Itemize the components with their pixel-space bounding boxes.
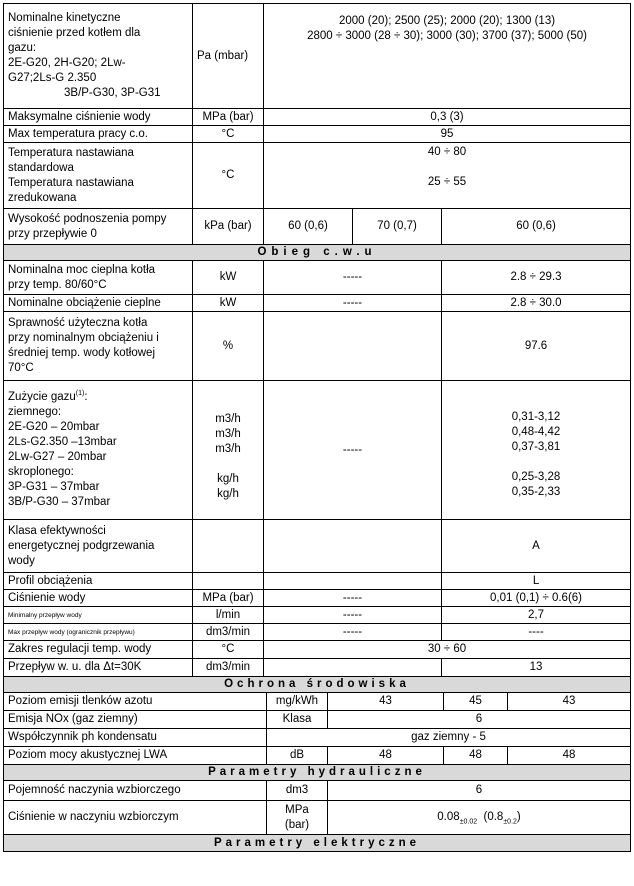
label-energy-class: Klasa efektywności energetycznej podgrzewania wody: [4, 520, 193, 573]
value-max-temp: 95: [264, 126, 631, 143]
label-load-profile: Profil obciążenia: [4, 573, 193, 590]
unit-temp-set: °C: [193, 143, 264, 209]
label-nominal-load: Nominalne obciążenie cieplne: [4, 295, 193, 312]
row-vessel-pressure: [4, 801, 631, 835]
row-max-water-pressure: [4, 109, 631, 126]
section-header-electric: [4, 835, 631, 852]
mid-max-flow: -----: [264, 624, 442, 641]
unit-gas-pressure: Pa (mbar): [193, 4, 264, 109]
unit-temp-range: °C: [193, 641, 264, 659]
row-min-flow: [4, 607, 631, 624]
row-energy-class: [4, 520, 631, 573]
label-nox-emission: Poziom emisji tlenków azotu: [4, 693, 267, 711]
unit-min-flow: l/min: [193, 607, 264, 624]
mid-water-pressure: -----: [264, 590, 442, 607]
unit-max-water-pressure: MPa (bar): [193, 109, 264, 126]
section-header-hydraulic: [4, 765, 631, 781]
value-ph: gaz ziemny - 5: [267, 729, 631, 747]
label-max-temp: Max temperatura pracy c.o.: [4, 126, 193, 143]
label-gas-consumption: Zużycie gazu$^{(1)}$: ziemnego: 2E-G20 – 20mbar 2Ls-G2.350 –13mbar 2Lw-G27 – 20mbar skroplonego: 3P-G31 – 37mbar 3B/P-G30 – 37mbar: [4, 381, 193, 520]
unit-nominal-load: kW: [193, 295, 264, 312]
label-efficiency: Sprawność użyteczna kotła przy nominalnym obciążeniu i średniej temp. wody kotłowej 70°C: [4, 312, 193, 381]
label-noise: Poziom mocy akustycznej LWA: [4, 747, 267, 765]
section-title-cwu: Obieg c.w.u: [4, 245, 631, 261]
value-vessel-pressure: $0.08_{\pm 0.02}$ $(0.8_{\pm 0.2})$: [328, 801, 631, 835]
unit-noise: dB: [267, 747, 328, 765]
value-max-water-pressure: 0,3 (3): [264, 109, 631, 126]
mid-nominal-load: -----: [264, 295, 442, 312]
value-max-flow: ----: [442, 624, 631, 641]
value-temp-range: 30 ÷ 60: [264, 641, 631, 659]
label-flow-dt: Przepływ w. u. dla Δt=30K: [4, 659, 193, 677]
row-efficiency: [4, 312, 631, 381]
value-pump-head-2: 70 (0,7): [353, 209, 442, 245]
spec-table-secondary: [3, 676, 631, 852]
units-gas-consumption: m3/h m3/h m3/h kg/h kg/h: [193, 381, 264, 520]
row-gas-pressure: [4, 4, 631, 109]
label-vessel-pressure: Ciśnienie w naczyniu wzbiorczym: [4, 801, 267, 835]
row-pump-head: [4, 209, 631, 245]
row-water-pressure: [4, 590, 631, 607]
label-ph: Współczynnik ph kondensatu: [4, 729, 267, 747]
unit-energy-class: [193, 520, 264, 573]
value-load-profile: L: [442, 573, 631, 590]
unit-efficiency: %: [193, 312, 264, 381]
section-title-electric: Parametry elektryczne: [4, 835, 631, 852]
unit-max-flow: dm3/min: [193, 624, 264, 641]
unit-pump-head: kPa (bar): [193, 209, 264, 245]
unit-flow-dt: dm3/min: [193, 659, 264, 677]
mid-gas-consumption: -----: [264, 381, 442, 520]
mid-min-flow: -----: [264, 607, 442, 624]
row-vessel-capacity: [4, 781, 631, 801]
mid-nominal-power: -----: [264, 261, 442, 295]
unit-nox-emission: mg/kWh: [267, 693, 328, 711]
row-noise: [4, 747, 631, 765]
value-water-pressure: 0,01 (0,1) ÷ 0.6(6): [442, 590, 631, 607]
label-temp-set: Temperatura nastawiana standardowa Temperatura nastawiana zredukowana: [4, 143, 193, 209]
spec-table-main: [3, 3, 631, 677]
value-nox-emission-1: 43: [328, 693, 444, 711]
value-flow-dt: 13: [442, 659, 631, 677]
row-nox-class: [4, 711, 631, 729]
value-noise-2: 48: [444, 747, 508, 765]
value-noise-1: 48: [328, 747, 444, 765]
label-pump-head: Wysokość podnoszenia pompy przy przepływie 0: [4, 209, 193, 245]
row-nominal-power: [4, 261, 631, 295]
row-max-flow: [4, 624, 631, 641]
row-temp-range: [4, 641, 631, 659]
section-title-env: Ochrona środowiska: [4, 677, 631, 693]
unit-water-pressure: MPa (bar): [193, 590, 264, 607]
row-load-profile: [4, 573, 631, 590]
value-nox-class: 6: [328, 711, 631, 729]
unit-vessel-capacity: dm3: [267, 781, 328, 801]
value-energy-class: A: [442, 520, 631, 573]
row-max-temp: [4, 126, 631, 143]
unit-nox-class: Klasa: [267, 711, 328, 729]
values-gas-consumption: 0,31-3,12 0,48-4,42 0,37-3,81 0,25-3,28 0,35-2,33: [442, 381, 631, 520]
row-ph: [4, 729, 631, 747]
value-nox-emission-3: 43: [508, 693, 631, 711]
label-temp-range: Zakres regulacji temp. wody: [4, 641, 193, 659]
mid-load-profile: [264, 573, 442, 590]
label-water-pressure: Ciśnienie wody: [4, 590, 193, 607]
section-header-env: [4, 677, 631, 693]
unit-nominal-power: kW: [193, 261, 264, 295]
row-flow-dt: [4, 659, 631, 677]
value-pump-head-3: 60 (0,6): [442, 209, 631, 245]
row-nominal-load: [4, 295, 631, 312]
value-nox-emission-2: 45: [444, 693, 508, 711]
label-max-water-pressure: Maksymalne ciśnienie wody: [4, 109, 193, 126]
section-title-hydraulic: Parametry hydrauliczne: [4, 765, 631, 781]
label-vessel-capacity: Pojemność naczynia wzbiorczego: [4, 781, 267, 801]
value-gas-pressure: 2000 (20); 2500 (25); 2000 (20); 1300 (13) 2800 ÷ 3000 (28 ÷ 30); 3000 (30); 3700 (37); 5000 (50): [264, 4, 631, 109]
value-efficiency: 97.6: [442, 312, 631, 381]
value-noise-3: 48: [508, 747, 631, 765]
value-min-flow: 2,7: [442, 607, 631, 624]
unit-vessel-pressure: MPa (bar): [267, 801, 328, 835]
row-nox-emission: [4, 693, 631, 711]
section-header-cwu: [4, 245, 631, 261]
label-max-flow: Max przepływ wody (ogranicznik przepływu): [4, 624, 193, 641]
value-temp-set: 40 ÷ 80 25 ÷ 55: [264, 143, 631, 209]
value-pump-head-1: 60 (0,6): [264, 209, 353, 245]
label-nominal-power: Nominalna moc cieplna kotła przy temp. 80/60°C: [4, 261, 193, 295]
mid-energy-class: [264, 520, 442, 573]
value-nominal-power: 2.8 ÷ 29.3: [442, 261, 631, 295]
row-temp-set: [4, 143, 631, 209]
value-nominal-load: 2.8 ÷ 30.0: [442, 295, 631, 312]
unit-max-temp: °C: [193, 126, 264, 143]
spec-table-frame: [3, 3, 630, 883]
unit-load-profile: [193, 573, 264, 590]
mid-flow-dt: [264, 659, 442, 677]
label-min-flow: Minimalny przepływ wody: [4, 607, 193, 624]
value-vessel-capacity: 6: [328, 781, 631, 801]
label-gas-pressure: Nominalne kinetyczne ciśnienie przed kotłem dla gazu: 2E-G20, 2H-G20; 2Lw- G27;2Ls-G 2.350 3B/P-G30, 3P-G31: [4, 4, 193, 109]
label-nox-class: Emisja NOx (gaz ziemny): [4, 711, 267, 729]
mid-efficiency: [264, 312, 442, 381]
row-gas-consumption: [4, 381, 631, 520]
